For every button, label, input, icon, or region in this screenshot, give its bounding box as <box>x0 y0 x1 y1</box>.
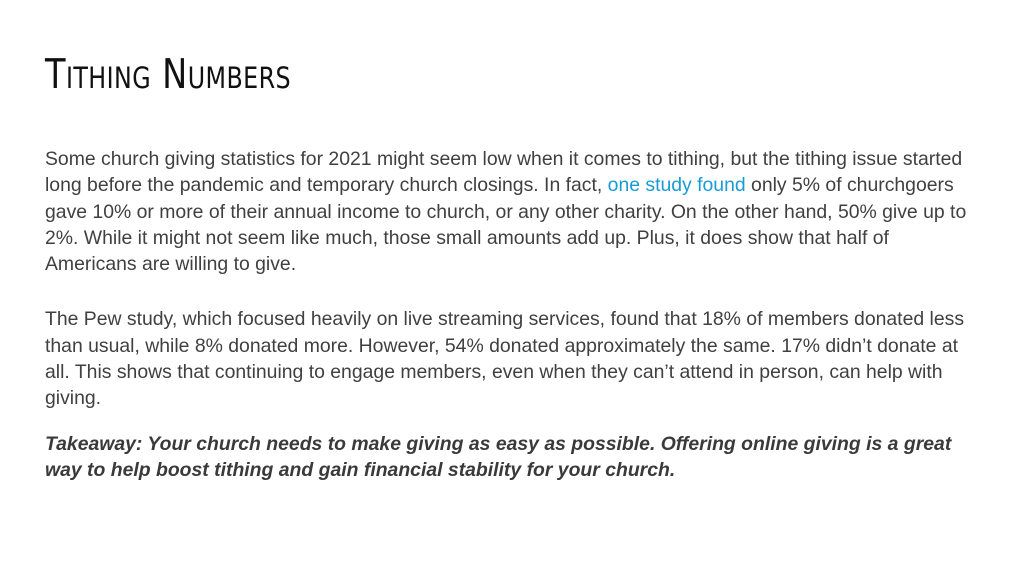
study-link[interactable]: one study found <box>607 174 746 197</box>
slide-title: Tithing Numbers <box>45 50 292 98</box>
slide-body <box>45 146 980 483</box>
takeaway-text: Takeaway: Your church needs to make giving as easy as possible. Offering online giving is a great way to help boost tithing and gain financial stability for your church. <box>45 432 952 481</box>
paragraph-pew-study: The Pew study, which focused heavily on live streaming services, found that 18% of members donated less than usual, while 8% donated more. However, 54% donated approximately the same. 17% didn’t donate at all. This shows that continuing to engage members, even when they can’t attend in person, can help with giving. <box>45 308 965 410</box>
paragraph-pandemic-giving <box>45 146 980 277</box>
paragraph-text-after-link: only 5% of churchgoers gave 10% or more of their annual income to church, or any other charity. On the other hand, 50% give up to 2%. While it might not seem like much, those small amounts add up. Plus, it does show that half of Americans are willing to give. <box>45 174 967 276</box>
paragraph-text-before-link: Some church giving statistics for 2021 might seem low when it comes to tithing, but the tithing issue started long before the pandemic and temporary church closings. In fact, <box>45 148 963 197</box>
